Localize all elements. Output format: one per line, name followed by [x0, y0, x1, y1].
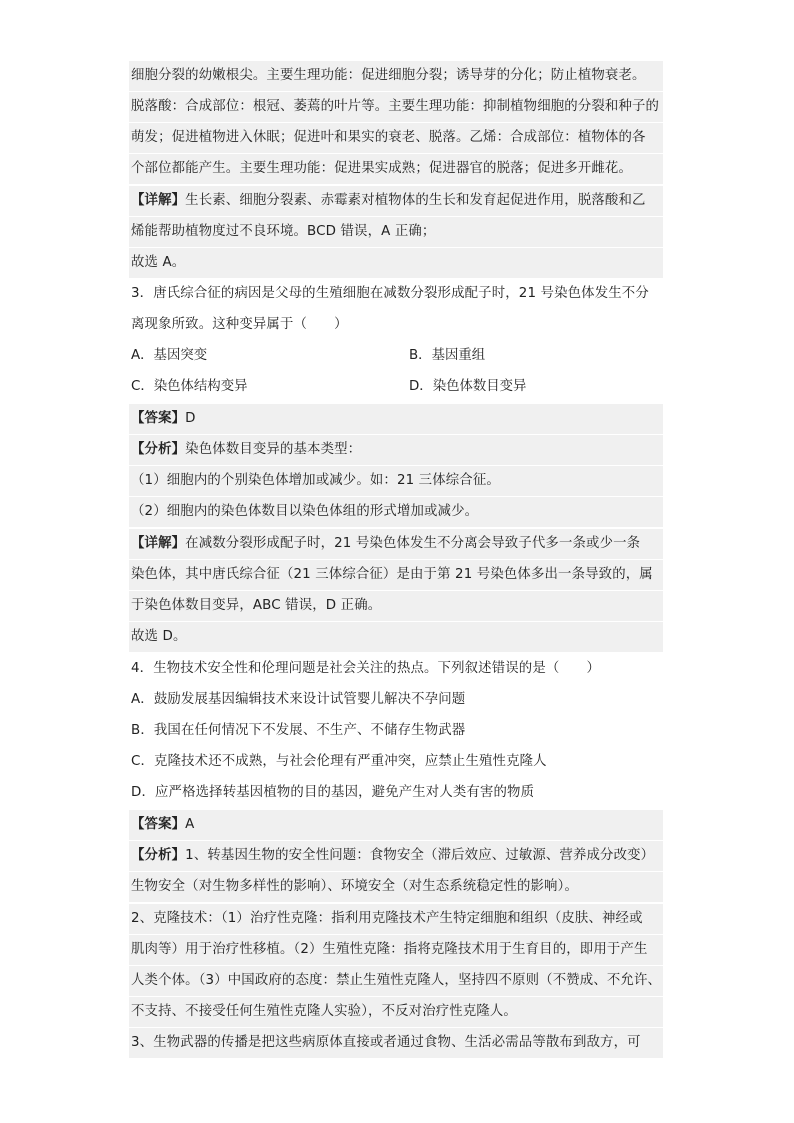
q2-detail-text-1: 生长素、细胞分裂素、赤霉素对植物体的生长和发育起促进作用，脱落酸和乙 [185, 193, 646, 208]
q3-option-b: B．基因重组 [409, 348, 486, 363]
q4-analysis-line-2: 生物安全（对生物多样性的影响）、环境安全（对生态系统稳定性的影响）。 [129, 872, 663, 902]
q3-detail-line-3: 于染色体数目变异，ABC 错误，D 正确。 [129, 591, 663, 621]
answer-tag: 【答案】 [131, 817, 186, 832]
q2-detail-line-2: 烯能帮助植物度过不良环境。BCD 错误，A 正确； [129, 217, 663, 247]
q4-analysis-line-3: 2、克隆技术：（1）治疗性克隆：指利用克隆技术产生特定细胞和组织（皮肤、神经或 [129, 904, 663, 934]
q3-detail-line-2: 染色体，其中唐氏综合征（21 三体综合征）是由于第 21 号染色体多出一条导致的，属 [129, 560, 663, 590]
q4-analysis-line-5: 人类个体。（3）中国政府的态度：禁止生殖性克隆人，坚持四不原则（不赞成、不允许、 [129, 966, 663, 996]
intro-line-1: 细胞分裂的幼嫩根尖。主要生理功能：促进细胞分裂；诱导芽的分化；防止植物衰老。 [129, 61, 663, 91]
q4-analysis-line-4: 肌肉等）用于治疗性移植。（2）生殖性克隆：指将克隆技术用于生育目的，即用于产生 [129, 935, 663, 965]
q3-analysis [129, 435, 663, 465]
detail-tag: 【详解】 [131, 193, 186, 208]
q4-answer-value: A [185, 817, 195, 832]
q3-option-d: D．染色体数目变异 [409, 379, 527, 394]
intro-line-3: 萌发；促进植物进入休眠；促进叶和果实的衰老、脱落。乙烯：合成部位：植物体的各 [129, 123, 663, 153]
q3-analysis-text: 染色体数目变异的基本类型： [185, 442, 362, 457]
q3-option-a: A．基因突变 [131, 348, 208, 363]
q3-stem-line-2: 离现象所致。这种变异属于（ ） [131, 317, 348, 332]
q3-analysis-item-1: （1）细胞内的个别染色体增加或减少。如：21 三体综合征。 [129, 466, 663, 496]
q3-analysis-item-2: （2）细胞内的染色体数目以染色体组的形式增加或减少。 [129, 497, 663, 527]
q4-option-b: B．我国在任何情况下不发展、不生产、不储存生物武器 [131, 723, 466, 738]
q3-answer-value: D [185, 411, 196, 426]
analysis-tag: 【分析】 [131, 442, 186, 457]
q4-analysis-line-1 [129, 841, 663, 871]
intro-line-2: 脱落酸：合成部位：根冠、萎蔫的叶片等。主要生理功能：抑制植物细胞的分裂和种子的 [129, 92, 663, 122]
q4-analysis-line-7: 3、生物武器的传播是把这些病原体直接或者通过食物、生活必需品等散布到敌方，可 [129, 1028, 663, 1058]
q3-detail-text-1: 在减数分裂形成配子时，21 号染色体发生不分离会导致子代多一条或少一条 [185, 536, 641, 551]
q4-stem: 4．生物技术安全性和伦理问题是社会关注的热点。下列叙述错误的是（ ） [131, 661, 601, 676]
q3-detail-line-1 [129, 529, 663, 559]
q4-analysis-line-6: 不支持、不接受任何生殖性克隆人实验），不反对治疗性克隆人。 [129, 997, 663, 1027]
analysis-tag: 【分析】 [131, 848, 186, 863]
q2-conclusion: 故选 A。 [129, 248, 663, 278]
detail-tag: 【详解】 [131, 536, 186, 551]
q4-analysis-text-1: 1、转基因生物的安全性问题：食物安全（滞后效应、过敏源、营养成分改变） [185, 848, 655, 863]
q4-answer [129, 810, 663, 840]
q3-conclusion: 故选 D。 [129, 622, 663, 652]
q4-option-c: C．克隆技术还不成熟，与社会伦理有严重冲突，应禁止生殖性克隆人 [131, 754, 547, 769]
q2-detail-line-1 [129, 186, 663, 216]
q3-answer [129, 404, 663, 434]
q3-option-c: C．染色体结构变异 [131, 379, 248, 394]
answer-tag: 【答案】 [131, 411, 186, 426]
q4-option-a: A．鼓励发展基因编辑技术来设计试管婴儿解决不孕问题 [131, 692, 466, 707]
q3-stem-line-1: 3．唐氏综合征的病因是父母的生殖细胞在减数分裂形成配子时，21 号染色体发生不分 [131, 286, 649, 301]
q4-option-d: D．应严格选择转基因植物的目的基因，避免产生对人类有害的物质 [131, 785, 535, 800]
intro-line-4: 个部位都能产生。主要生理功能：促进果实成熟；促进器官的脱落；促进多开雌花。 [129, 154, 663, 184]
